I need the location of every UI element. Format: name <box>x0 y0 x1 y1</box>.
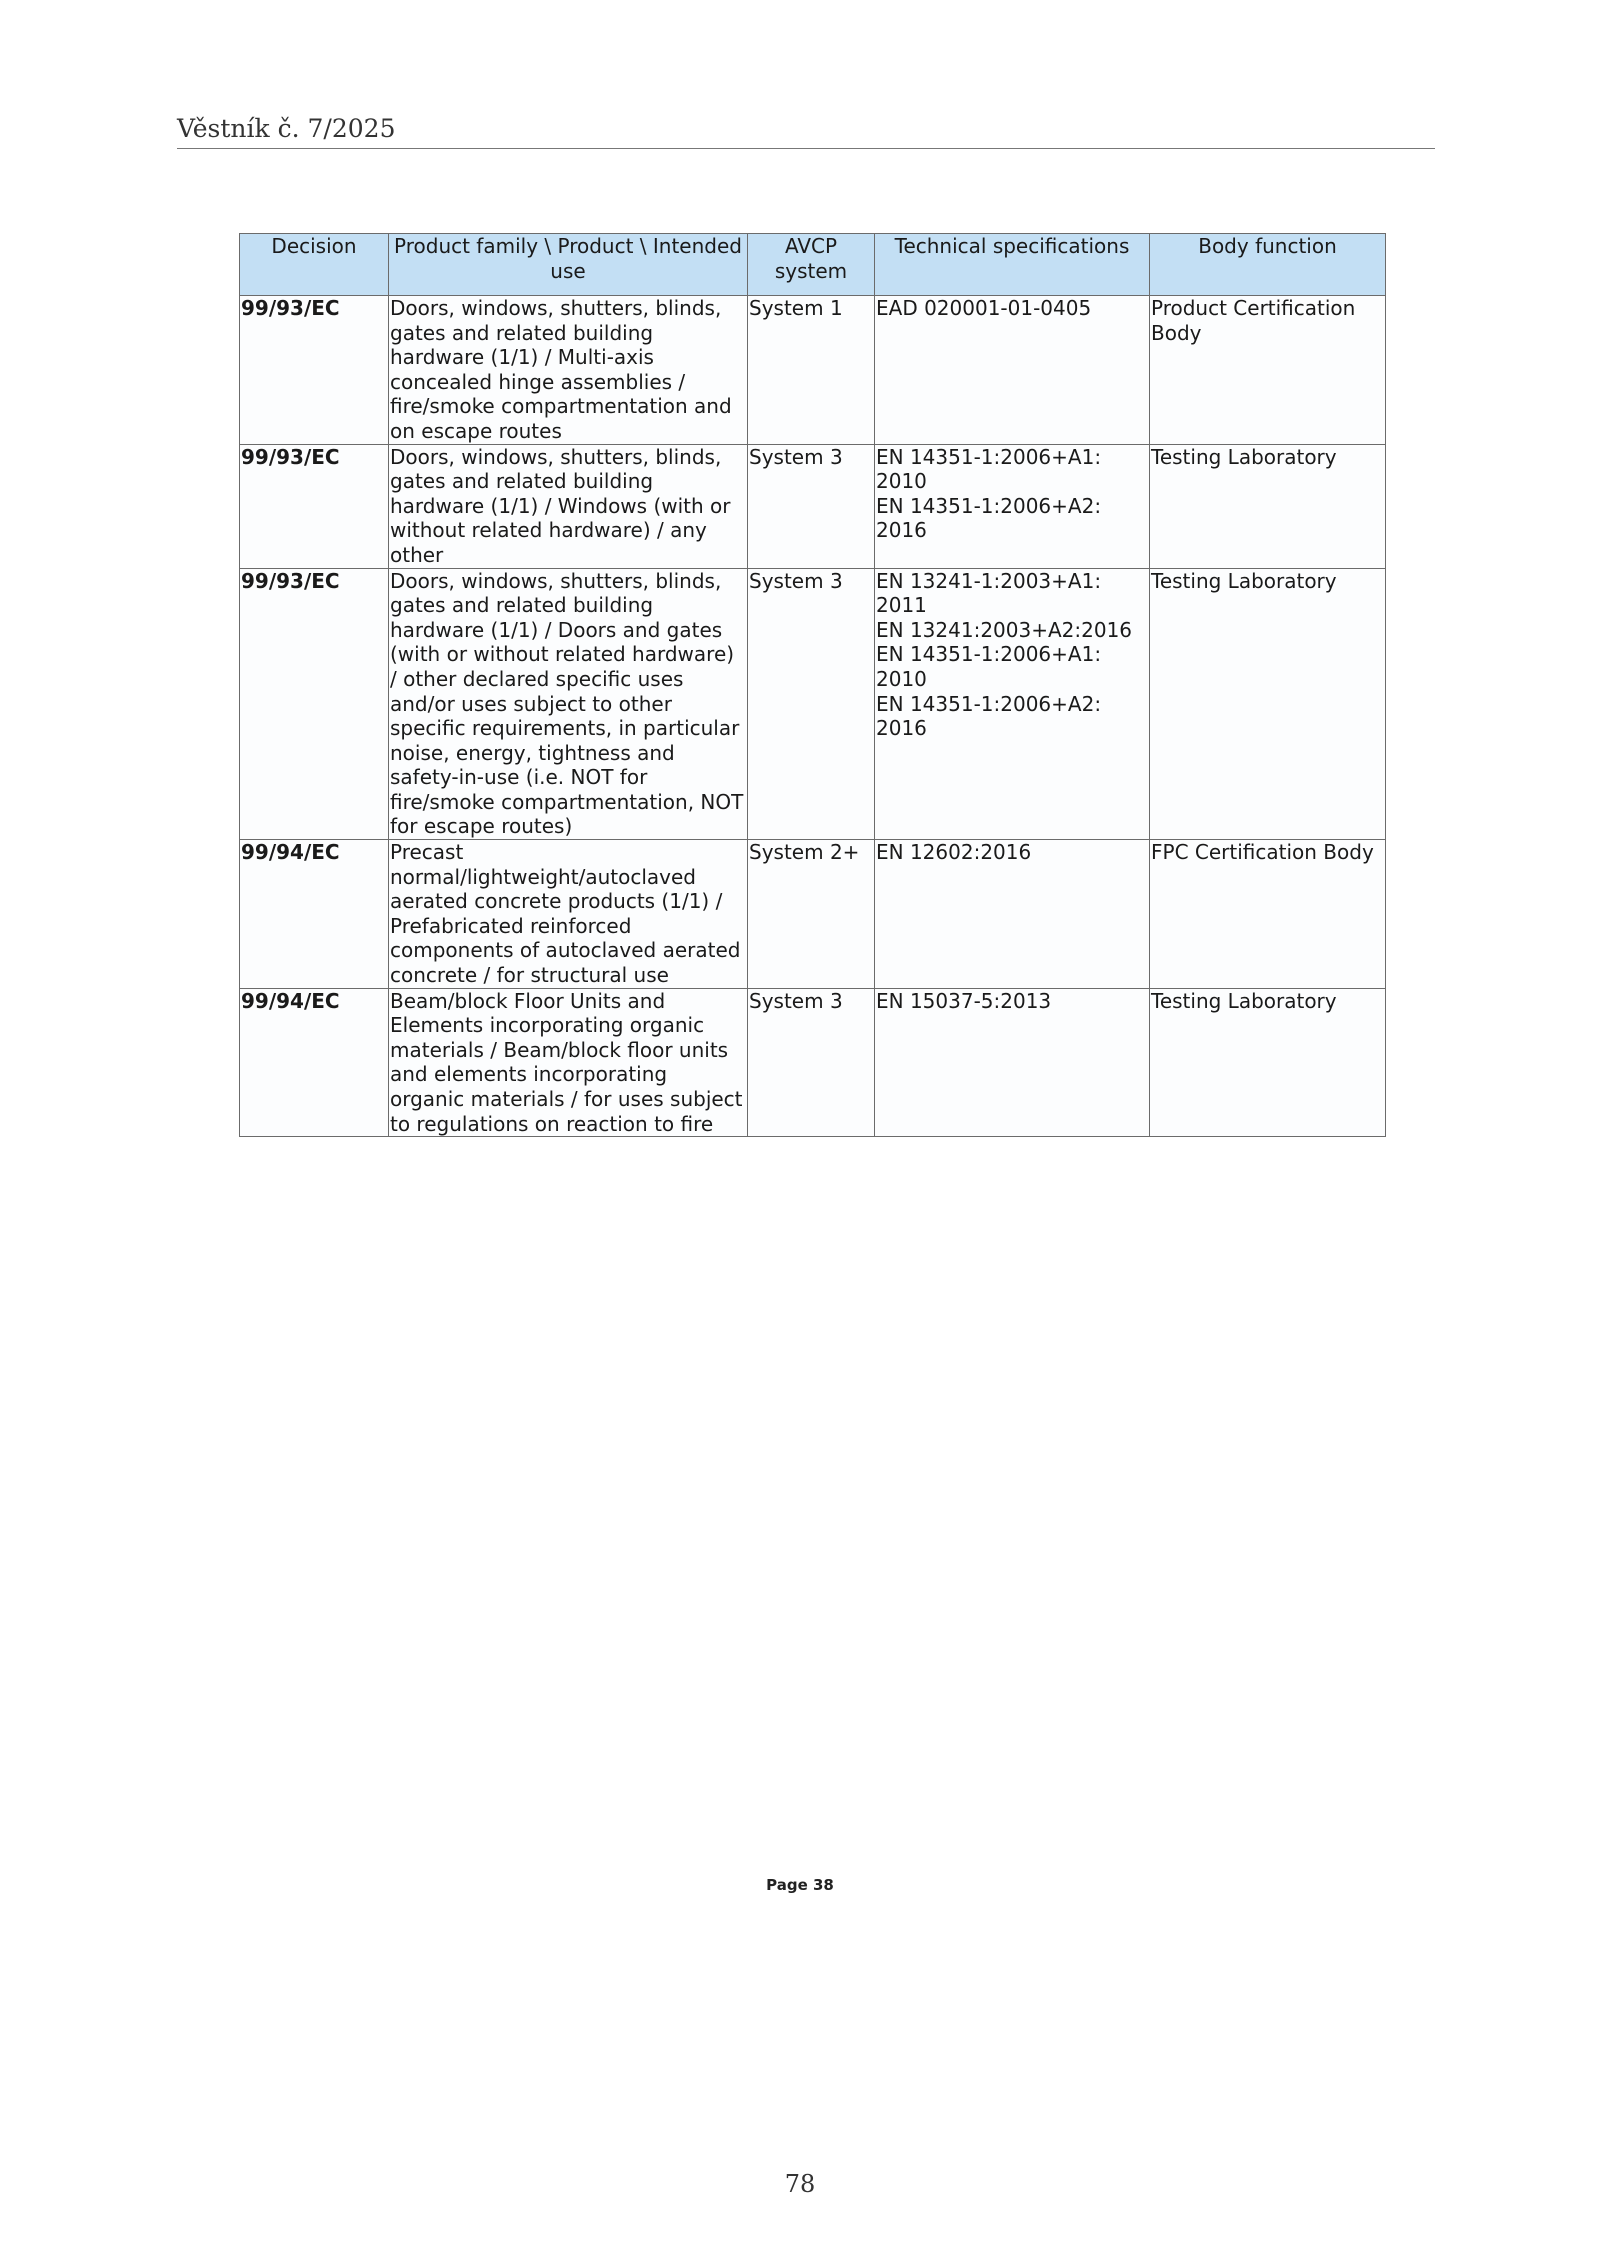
avcp-cell: System 3 <box>748 568 875 840</box>
column-header-avcp: AVCP system <box>748 234 875 296</box>
specification-line: EN 14351-1:2006+A2: 2016 <box>876 691 1102 741</box>
avcp-cell: System 3 <box>748 988 875 1137</box>
specifications-cell <box>875 296 1150 445</box>
specification-line: EAD 020001-01-0405 <box>876 296 1092 320</box>
avcp-cell: System 3 <box>748 444 875 568</box>
table-header-row <box>240 234 1386 296</box>
specifications-cell <box>875 840 1150 989</box>
table-row <box>240 988 1386 1137</box>
specification-line: EN 14351-1:2006+A1: 2010 <box>876 642 1102 691</box>
decision-cell: 99/93/EC <box>240 568 389 840</box>
specifications-cell <box>875 988 1150 1137</box>
product-cell: Doors, windows, shutters, blinds, gates and related building hardware (1/1) / Multi-axis concealed hinge assemblies / fire/smoke compartmentation and on escape routes <box>389 296 748 445</box>
specification-line: EN 14351-1:2006+A1: 2010 <box>876 444 1102 494</box>
avcp-cell: System 1 <box>748 296 875 445</box>
table-row <box>240 296 1386 445</box>
body-function-cell: FPC Certification Body <box>1150 840 1386 989</box>
specification-line: EN 12602:2016 <box>876 840 1032 865</box>
specifications-cell <box>875 568 1150 840</box>
page-number: 78 <box>784 2170 816 2198</box>
product-cell: Doors, windows, shutters, blinds, gates and related building hardware (1/1) / Windows (with or without related hardware) / any other <box>389 444 748 568</box>
product-cell: Beam/block Floor Units and Elements incorporating organic materials / Beam/block floor units and elements incorporating organic materials / for uses subject to regulations on reaction to fire <box>389 988 748 1137</box>
body-function-cell: Testing Laboratory <box>1150 444 1386 568</box>
journal-title: Věstník č. 7/2025 <box>177 114 396 143</box>
column-header-body-function: Body function <box>1150 234 1386 296</box>
decision-cell: 99/94/EC <box>240 840 389 989</box>
decision-table <box>239 233 1386 1137</box>
decision-cell: 99/94/EC <box>240 988 389 1137</box>
column-header-specifications: Technical specifications <box>875 234 1150 296</box>
specification-line: EN 13241-1:2003+A1: 2011 <box>876 568 1102 618</box>
table-row <box>240 840 1386 989</box>
table-row <box>240 568 1386 840</box>
product-cell: Doors, windows, shutters, blinds, gates and related building hardware (1/1) / Doors and gates (with or without related hardware) / other declared specific uses and/or uses subject to other specific requirements, in particular noise, energy, tightness and safety-in-use (i.e. NOT for fire/smoke compartmentation, NOT for escape routes) <box>389 568 748 840</box>
decision-cell: 99/93/EC <box>240 444 389 568</box>
specifications-cell <box>875 444 1150 568</box>
inner-page-label: Page 38 <box>766 1876 834 1894</box>
product-cell: Precast normal/lightweight/autoclaved aerated concrete products (1/1) / Prefabricated reinforced components of autoclaved aerated concrete / for structural use <box>389 840 748 989</box>
decision-cell: 99/93/EC <box>240 296 389 445</box>
specification-line: EN 13241:2003+A2:2016 <box>876 617 1133 642</box>
specification-line: EN 15037-5:2013 <box>876 988 1052 1013</box>
specification-line: EN 14351-1:2006+A2: 2016 <box>876 493 1102 543</box>
avcp-cell: System 2+ <box>748 840 875 989</box>
column-header-decision: Decision <box>240 234 389 296</box>
body-function-cell: Testing Laboratory <box>1150 988 1386 1137</box>
column-header-product: Product family \ Product \ Intended use <box>389 234 748 296</box>
page-header <box>177 112 1435 149</box>
body-function-cell: Product Certification Body <box>1150 296 1386 445</box>
table-row <box>240 444 1386 568</box>
body-function-cell: Testing Laboratory <box>1150 568 1386 840</box>
